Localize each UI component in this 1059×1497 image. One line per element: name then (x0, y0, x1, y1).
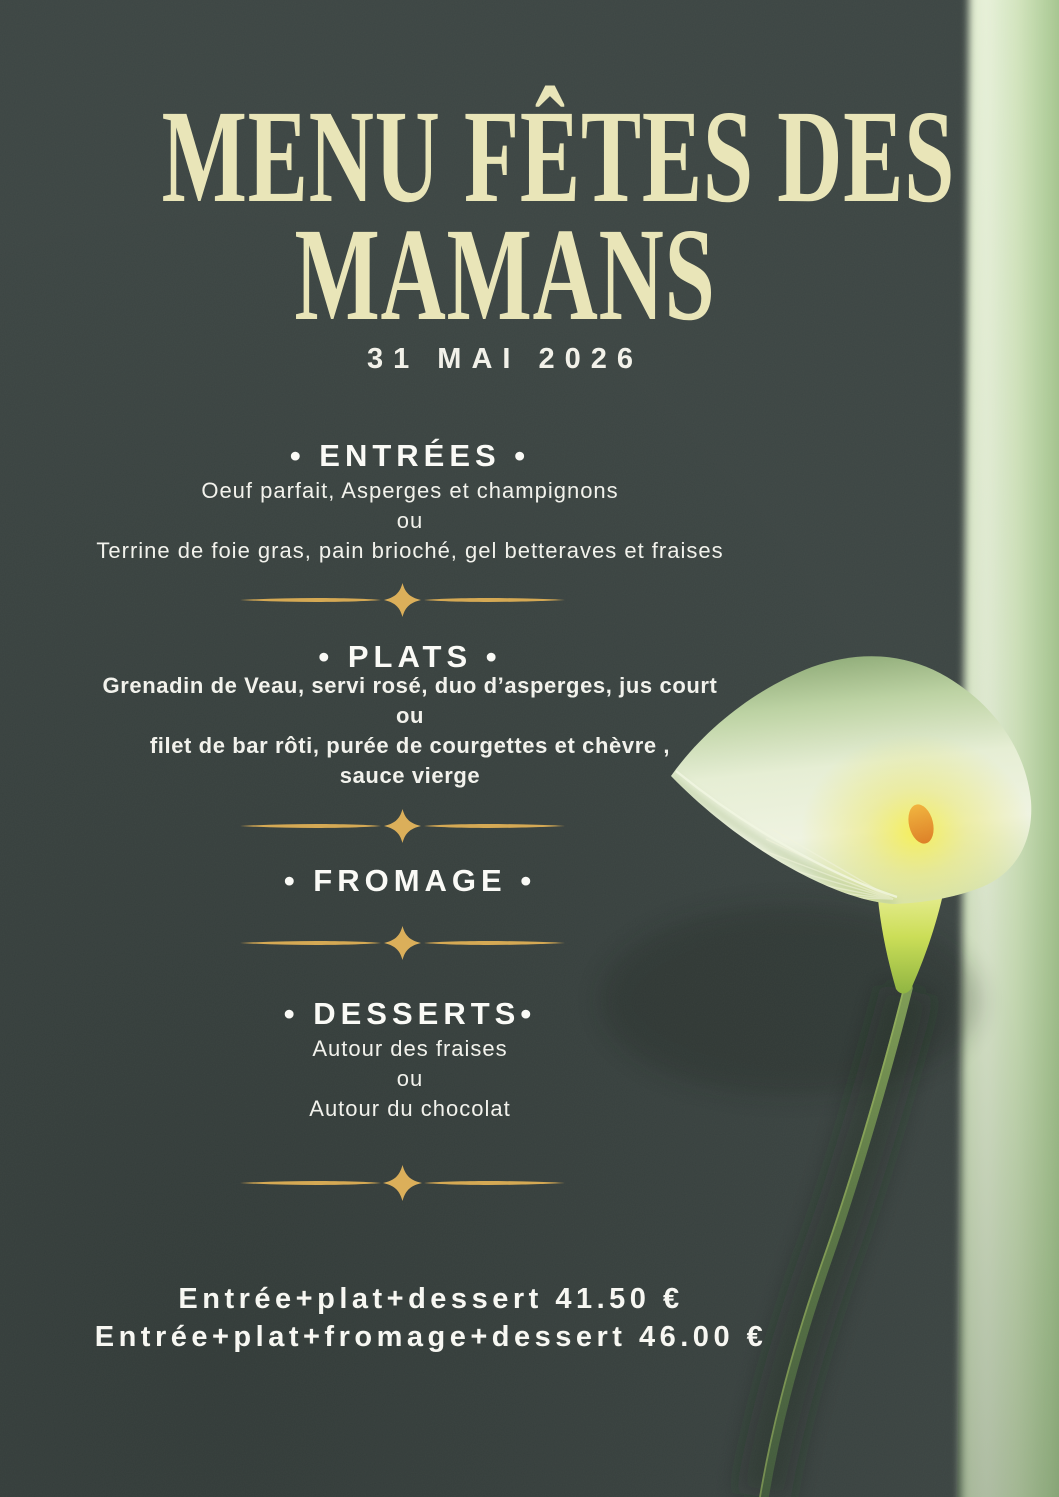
section-divider (230, 802, 575, 850)
star-glyph (384, 926, 421, 960)
divider-line-left (240, 1181, 381, 1185)
menu-item: Autour des fraises (312, 1036, 508, 1061)
menu-item: filet de bar rôti, purée de courgettes et chèvre , (149, 733, 671, 758)
section-heading-fromage: • FROMAGE • (283, 863, 537, 898)
star-glyph (383, 1165, 422, 1201)
divider-line-left (240, 824, 381, 828)
or-separator: ou (396, 508, 424, 533)
pricing-block (0, 1280, 862, 1356)
star-glyph (384, 583, 421, 617)
pricing-formula-2: Entrée+plat+fromage+dessert 46.00 € (94, 1321, 768, 1353)
section-heading-entrees: • ENTRÉES • (289, 438, 531, 473)
or-separator: ou (395, 703, 425, 728)
event-date: 31 MAI 2026 (366, 343, 644, 375)
menu-item: Autour du chocolat (309, 1096, 511, 1121)
section-heading-desserts: • DESSERTS• (283, 996, 537, 1031)
divider-line-right (424, 1181, 565, 1185)
section-divider (230, 576, 575, 624)
divider-line-right (424, 598, 565, 602)
section-items-desserts (0, 1034, 820, 1124)
section-divider (230, 919, 575, 967)
divider-line-right (424, 824, 565, 828)
divider-line-right (424, 941, 565, 945)
menu-item: sauce vierge (339, 763, 481, 788)
menu-item: Grenadin de Veau, servi rosé, duo d’asperges, jus court (102, 673, 718, 698)
divider-line-left (240, 941, 381, 945)
sparkle-star-icon (230, 919, 575, 967)
divider-line-left (240, 598, 381, 602)
menu-item: Terrine de foie gras, pain brioché, gel betteraves et fraises (96, 538, 724, 563)
pricing-formula-1: Entrée+plat+dessert 41.50 € (178, 1283, 684, 1315)
section-items-plats (0, 671, 820, 791)
sparkle-star-icon (230, 802, 575, 850)
page-title (0, 82, 1010, 348)
title-line-1: MENU FÊTES DES (161, 82, 956, 230)
or-separator: ou (396, 1066, 424, 1091)
star-glyph (384, 809, 421, 843)
section-heading-plats: • PLATS • (318, 639, 502, 674)
section-divider (230, 1159, 575, 1207)
title-line-2: MAMANS (294, 200, 716, 348)
section-items-entrees (0, 476, 820, 566)
sparkle-star-icon (230, 1159, 575, 1207)
sparkle-star-icon (230, 576, 575, 624)
menu-item: Oeuf parfait, Asperges et champignons (201, 478, 619, 503)
